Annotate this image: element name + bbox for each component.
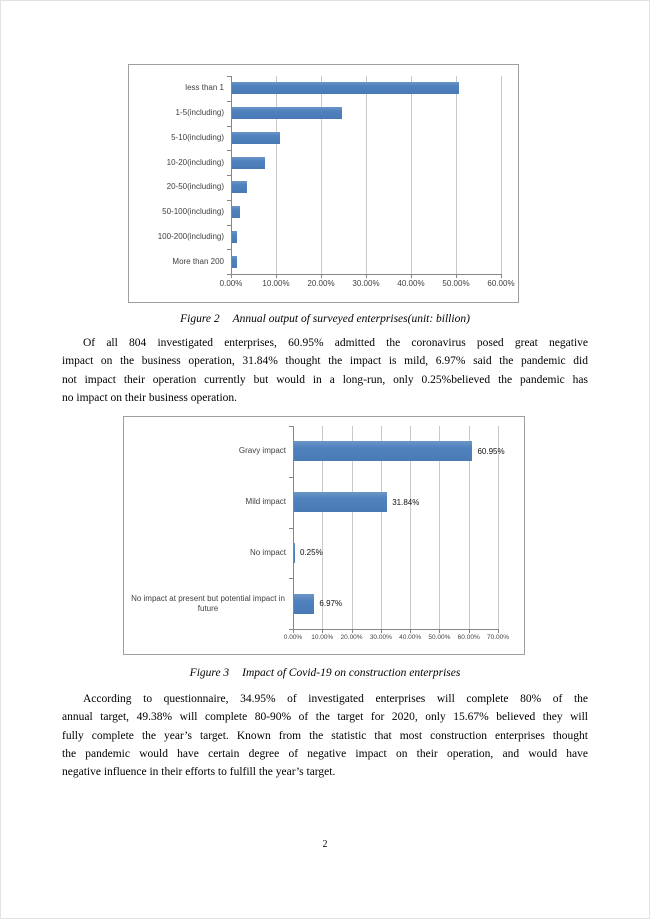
category-axis-tick <box>289 426 293 427</box>
category-axis-tick <box>227 225 231 226</box>
category-label <box>130 426 286 477</box>
figure2-caption-text: Annual output of surveyed enterprises(unit: billion) <box>232 313 470 325</box>
x-axis-tick <box>231 274 232 278</box>
category-axis-tick <box>289 477 293 478</box>
paragraph-line: According to questionnaire, 34.95% of investigated enterprises will complete 80% of the <box>83 693 588 705</box>
x-axis-tick <box>498 629 499 633</box>
category-label <box>135 249 224 274</box>
gridline <box>366 76 367 274</box>
category-label-text: 5-10(including) <box>171 132 224 142</box>
category-label <box>135 101 224 126</box>
figure2-chart <box>128 64 519 303</box>
bar <box>294 543 295 563</box>
category-axis-tick <box>289 528 293 529</box>
bar <box>294 492 387 512</box>
paragraph-line: not impact their operation currently but would in a long-run, only 0.25%believed the pandemic has <box>62 373 588 386</box>
category-label-text: No impact at present but potential impact in future <box>131 593 285 613</box>
data-label: 31.84% <box>392 497 420 507</box>
category-axis-tick <box>227 126 231 127</box>
x-axis-tick <box>410 629 411 633</box>
paragraph-line: annual target, 49.38% will complete 80-90% of the target for 2020, only 15.67% believed they will <box>62 711 588 724</box>
x-axis-tick <box>321 274 322 278</box>
category-label-text: Gravy impact <box>238 446 286 456</box>
x-axis-tick <box>501 274 502 278</box>
x-axis-tick <box>352 629 353 633</box>
category-label-text: Mild impact <box>245 497 286 507</box>
bar <box>232 82 459 94</box>
category-axis-tick <box>227 274 231 275</box>
bar <box>294 594 314 614</box>
x-axis-tick <box>322 629 323 633</box>
x-axis-tick <box>456 274 457 278</box>
x-axis-tick-label: 60.00% <box>457 634 480 641</box>
x-axis-tick-label: 0.00% <box>283 634 303 641</box>
gridline <box>276 76 277 274</box>
x-axis-tick-label: 20.00% <box>307 279 335 288</box>
category-label-text: 100-200(including) <box>157 231 224 241</box>
bar <box>232 107 342 119</box>
category-axis-tick <box>227 249 231 250</box>
category-label <box>135 175 224 200</box>
gridline <box>456 76 457 274</box>
x-axis-tick <box>293 629 294 633</box>
bar <box>232 256 237 268</box>
x-axis-tick-label: 50.00% <box>442 279 470 288</box>
data-label: 6.97% <box>319 599 343 609</box>
category-axis-tick <box>289 629 293 630</box>
figure2-caption <box>0 312 650 327</box>
category-label <box>130 477 286 528</box>
category-label-text: 20-50(including) <box>166 182 224 192</box>
x-axis-tick-label: 20.00% <box>340 634 363 641</box>
category-label <box>130 578 286 629</box>
x-axis-tick-label: 30.00% <box>369 634 392 641</box>
figure3-chart <box>123 416 525 655</box>
x-axis-tick <box>439 629 440 633</box>
category-axis-tick <box>227 101 231 102</box>
paragraph-line: Of all 804 investigated enterprises, 60.95% admitted the coronavirus posed great negative <box>83 337 588 349</box>
bar <box>232 157 265 169</box>
data-label: 60.95% <box>477 446 505 456</box>
paragraph-line: negative influence in their efforts to fulfill the year’s target. <box>62 766 336 779</box>
paragraph-2 <box>62 690 588 781</box>
x-axis-tick-label: 50.00% <box>428 634 451 641</box>
x-axis-tick-label: 10.00% <box>311 634 334 641</box>
category-axis-tick <box>227 200 231 201</box>
gridline <box>411 76 412 274</box>
x-axis-tick <box>411 274 412 278</box>
x-axis-tick-label: 70.00% <box>486 634 510 641</box>
x-axis-tick-label: 30.00% <box>352 279 380 288</box>
x-axis-tick <box>276 274 277 278</box>
data-label: 0.25% <box>300 548 323 558</box>
x-axis-tick-label: 40.00% <box>399 634 422 641</box>
bar <box>232 181 247 193</box>
x-axis-tick-label: 60.00% <box>487 279 515 288</box>
bar <box>232 231 237 243</box>
figure3-caption-label: Figure 3 <box>189 667 230 679</box>
category-label-text: less than 1 <box>185 83 224 93</box>
page-number: 2 <box>322 839 328 850</box>
figure3-caption-text: Impact of Covid-19 on construction enterprises <box>242 667 461 679</box>
category-label <box>135 225 224 250</box>
category-label-text: 10-20(including) <box>166 157 224 167</box>
paragraph-1 <box>62 334 588 407</box>
category-label-text: 1-5(including) <box>175 108 224 118</box>
gridline <box>501 76 502 274</box>
figure2-caption-label: Figure 2 <box>180 313 220 325</box>
bar <box>232 206 240 218</box>
x-axis-tick <box>469 629 470 633</box>
x-axis-tick <box>381 629 382 633</box>
x-axis-tick-label: 40.00% <box>397 279 425 288</box>
paragraph-line: fully complete the year’s target. Known from the statistic that most construction enterprises thought <box>62 729 588 742</box>
category-label <box>135 150 224 175</box>
paragraph-line: no impact on their business operation. <box>62 391 238 404</box>
x-axis-tick-label: 0.00% <box>219 279 243 288</box>
paragraph-line: the pandemic would have certain degree of negative impact on their operation, and would have <box>62 747 588 760</box>
bar <box>232 132 280 144</box>
category-label <box>130 528 286 579</box>
x-axis-tick <box>366 274 367 278</box>
category-label <box>135 76 224 101</box>
category-label <box>135 126 224 151</box>
x-axis-tick-label: 10.00% <box>262 279 290 288</box>
gridline <box>321 76 322 274</box>
category-axis-tick <box>289 578 293 579</box>
category-label-text: 50-100(including) <box>162 207 224 217</box>
bar <box>294 441 472 461</box>
paragraph-line: impact on the business operation, 31.84% thought the impact is mild, 6.97% said the pandemic did <box>62 355 588 368</box>
category-axis-tick <box>227 150 231 151</box>
category-axis-tick <box>227 76 231 77</box>
category-label <box>135 200 224 225</box>
figure3-caption <box>0 666 650 681</box>
category-label-text: More than 200 <box>172 256 224 266</box>
category-axis-tick <box>227 175 231 176</box>
category-label-text: No impact <box>249 547 286 557</box>
